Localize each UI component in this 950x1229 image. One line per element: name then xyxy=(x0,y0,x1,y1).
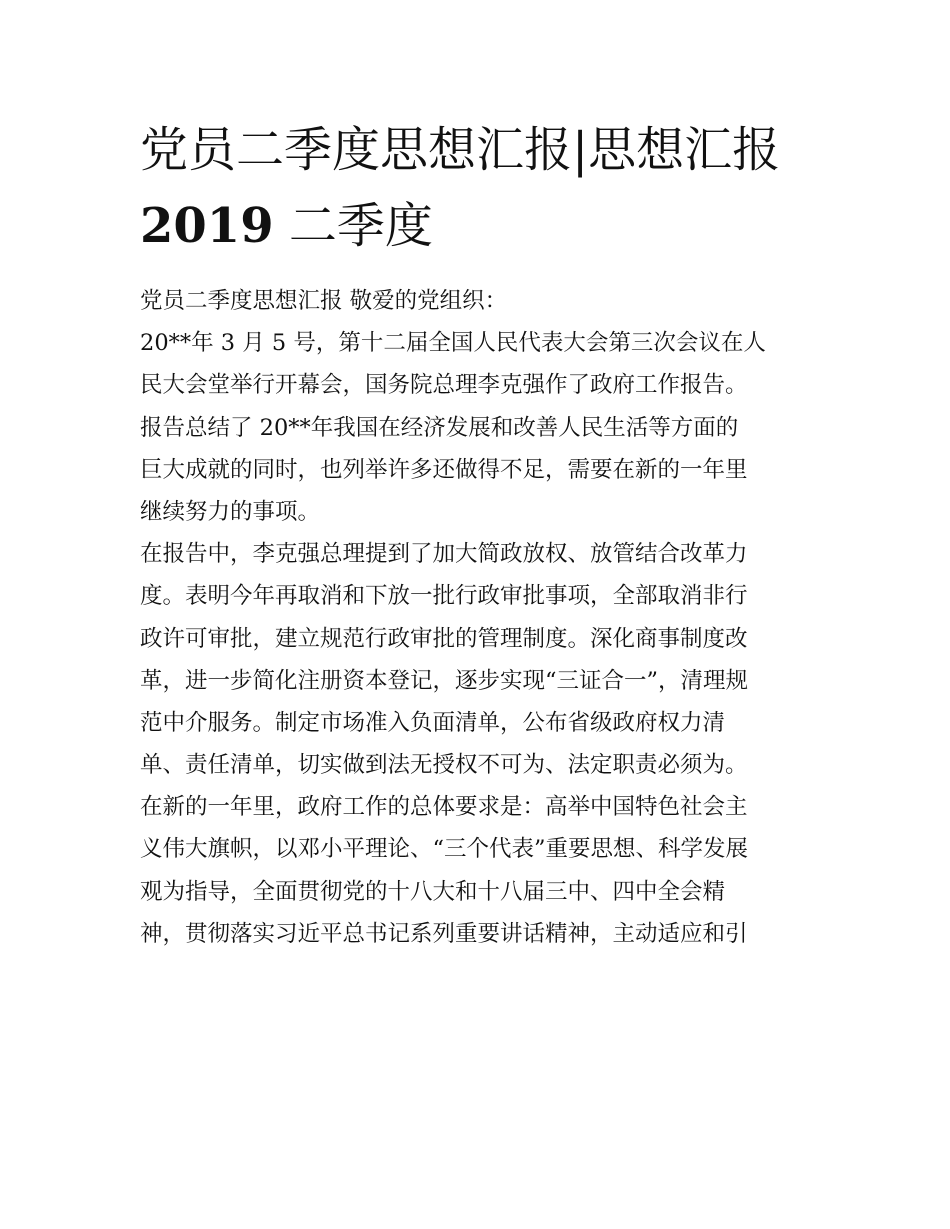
document-title xyxy=(140,112,820,264)
title-line-2 xyxy=(140,188,820,264)
body-line: 民大会堂举行开幕会，国务院总理李克强作了政府工作报告。 xyxy=(140,372,748,399)
body-line: 在报告中，李克强总理提到了加大简政放权、放管结合改革力 xyxy=(140,541,748,568)
body-line: 党员二季度思想汇报 敬爱的党组织： xyxy=(140,288,508,314)
body-line: 政许可审批，建立规范行政审批的管理制度。深化商事制度改 xyxy=(140,625,748,652)
body-line: 20**年 3 月 5 号，第十二届全国人民代表大会第三次会议在人 xyxy=(140,330,766,357)
body-line: 巨大成就的同时，也列举许多还做得不足，需要在新的一年里 xyxy=(140,456,748,483)
body-line: 神，贯彻落实习近平总书记系列重要讲话精神，主动适应和引 xyxy=(140,920,748,947)
body-line: 继续努力的事项。 xyxy=(140,498,321,525)
body-line: 度。表明今年再取消和下放一批行政审批事项，全部取消非行 xyxy=(140,583,748,610)
body-line: 义伟大旗帜，以邓小平理论、“三个代表”重要思想、科学发展 xyxy=(140,836,749,863)
body-line: 在新的一年里，政府工作的总体要求是：高举中国特色社会主 xyxy=(140,794,748,821)
body-line: 报告总结了 20**年我国在经济发展和改善人民生活等方面的 xyxy=(140,414,739,441)
body-line: 革，进一步简化注册资本登记，逐步实现“三证合一”，清理规 xyxy=(140,667,749,694)
body-line: 单、责任清单，切实做到法无授权不可为、法定职责必须为。 xyxy=(140,752,748,779)
title-line-2-rest: 二季度 xyxy=(273,198,433,254)
body-line: 范中介服务。制定市场准入负面清单，公布省级政府权力清 xyxy=(140,709,726,736)
title-year: 2019 xyxy=(140,198,274,254)
document-body xyxy=(140,280,820,955)
title-line-1: 党员二季度思想汇报|思想汇报 xyxy=(140,122,781,178)
body-line: 观为指导，全面贯彻党的十八大和十八届三中、四中全会精 xyxy=(140,878,726,905)
